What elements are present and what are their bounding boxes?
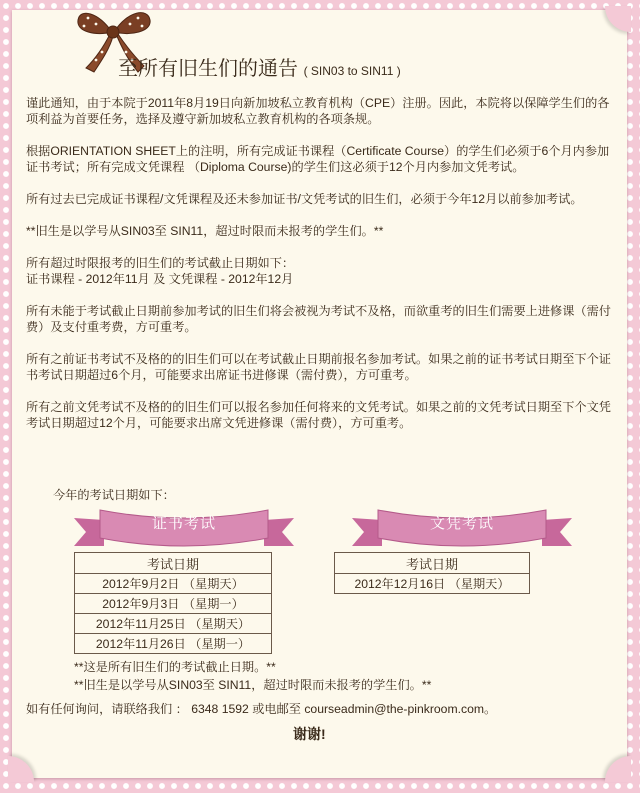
certificate-ribbon-banner <box>70 498 298 554</box>
note-deadline: **这是所有旧生们的考试截止日期。** <box>74 660 276 674</box>
diploma-exam-dates-table <box>334 552 530 594</box>
diploma-ribbon-banner <box>348 498 576 554</box>
paragraph-old-student-definition: **旧生是以学号从SIN03至 SIN11，超过时限而未报考的学生们。** <box>26 224 384 238</box>
title-text: 至所有旧生们的通告 <box>118 58 298 80</box>
thanks-text: 谢谢! <box>293 726 326 742</box>
table-header-row <box>335 553 530 574</box>
page-title <box>118 52 401 81</box>
notice-body <box>26 95 616 447</box>
diploma-exam-label: 文凭考试 <box>429 515 494 532</box>
paragraph-missed-deadline: 所有未能于考试截止日期前参加考试的旧生们将会被视为考试不及格，而欲重考的旧生们需要上进修课（需付费）及支付重考费，方可重考。 <box>26 304 611 334</box>
table-header: 考试日期 <box>75 553 272 574</box>
page-curl-bottom-left <box>8 756 34 782</box>
exam-date-cell: 2012年12月16日 （星期天） <box>335 574 530 594</box>
certificate-exam-dates-table <box>74 552 272 654</box>
exam-date-cell: 2012年11月25日 （星期天） <box>75 614 272 634</box>
table-row <box>335 574 530 594</box>
page-curl-top-right <box>605 6 631 32</box>
paragraph-diploma-retake: 所有之前文凭考试不及格的的旧生们可以报名参加任何将来的文凭考试。如果之前的文凭考试日期至下个文凭考试日期超过12个月，可能要求出席文凭进修课（需付费），方可重考。 <box>26 400 611 430</box>
paragraph-pending-exams: 所有过去已完成证书课程/文凭课程及还未参加证书/文凭考试的旧生们，必须于今年12月以前参加考试。 <box>26 192 583 206</box>
exam-notes <box>74 658 431 694</box>
certificate-exam-label: 证书考试 <box>151 515 216 532</box>
contact-line: 如有任何询问，请联络我们 ： 6348 1592 或电邮至 courseadmin@the-pinkroom.com。 <box>26 702 497 716</box>
table-header-row <box>75 553 272 574</box>
table-row <box>75 574 272 594</box>
exam-date-cell: 2012年9月2日 （星期天） <box>75 574 272 594</box>
title-subtitle: ( SIN03 to SIN11 ) <box>303 64 401 78</box>
paragraph-certificate-retake: 所有之前证书考试不及格的的旧生们可以在考试截止日期前报名参加考试。如果之前的证书考试日期至下个证书考试日期超过6个月，可能要求出席证书进修课（需付费），方可重考。 <box>26 352 611 382</box>
exam-date-cell: 2012年11月26日 （星期一） <box>75 634 272 654</box>
table-row <box>75 594 272 614</box>
exam-date-cell: 2012年9月3日 （星期一） <box>75 594 272 614</box>
exam-dates-label: 今年的考试日期如下： <box>53 488 175 502</box>
page-curl-bottom-right <box>605 756 631 782</box>
note-old-student: **旧生是以学号从SIN03至 SIN11，超过时限而未报考的学生们。** <box>74 678 432 692</box>
paragraph-orientation-sheet: 根据ORIENTATION SHEET上的注明，所有完成证书课程（Certificate Course）的学生们必须于6个月内参加证书考试；所有完成文凭课程 （Diploma Course)的学生们这必须于12个月内参加文凭考试。 <box>26 144 610 174</box>
paragraph-deadlines: 所有超过时限报考的旧生们的考试截止日期如下： 证书课程 - 2012年11月 及 文凭课程 - 2012年12月 <box>26 256 295 286</box>
table-row <box>75 614 272 634</box>
paragraph-registration: 谨此通知，由于本院于2011年8月19日向新加坡私立教育机构（CPE）注册。因此，本院将以保障学生们的各项利益为首要任务，选择及遵守新加坡私立教育机构的各项条规。 <box>26 96 610 126</box>
table-header: 考试日期 <box>335 553 530 574</box>
table-row <box>75 634 272 654</box>
